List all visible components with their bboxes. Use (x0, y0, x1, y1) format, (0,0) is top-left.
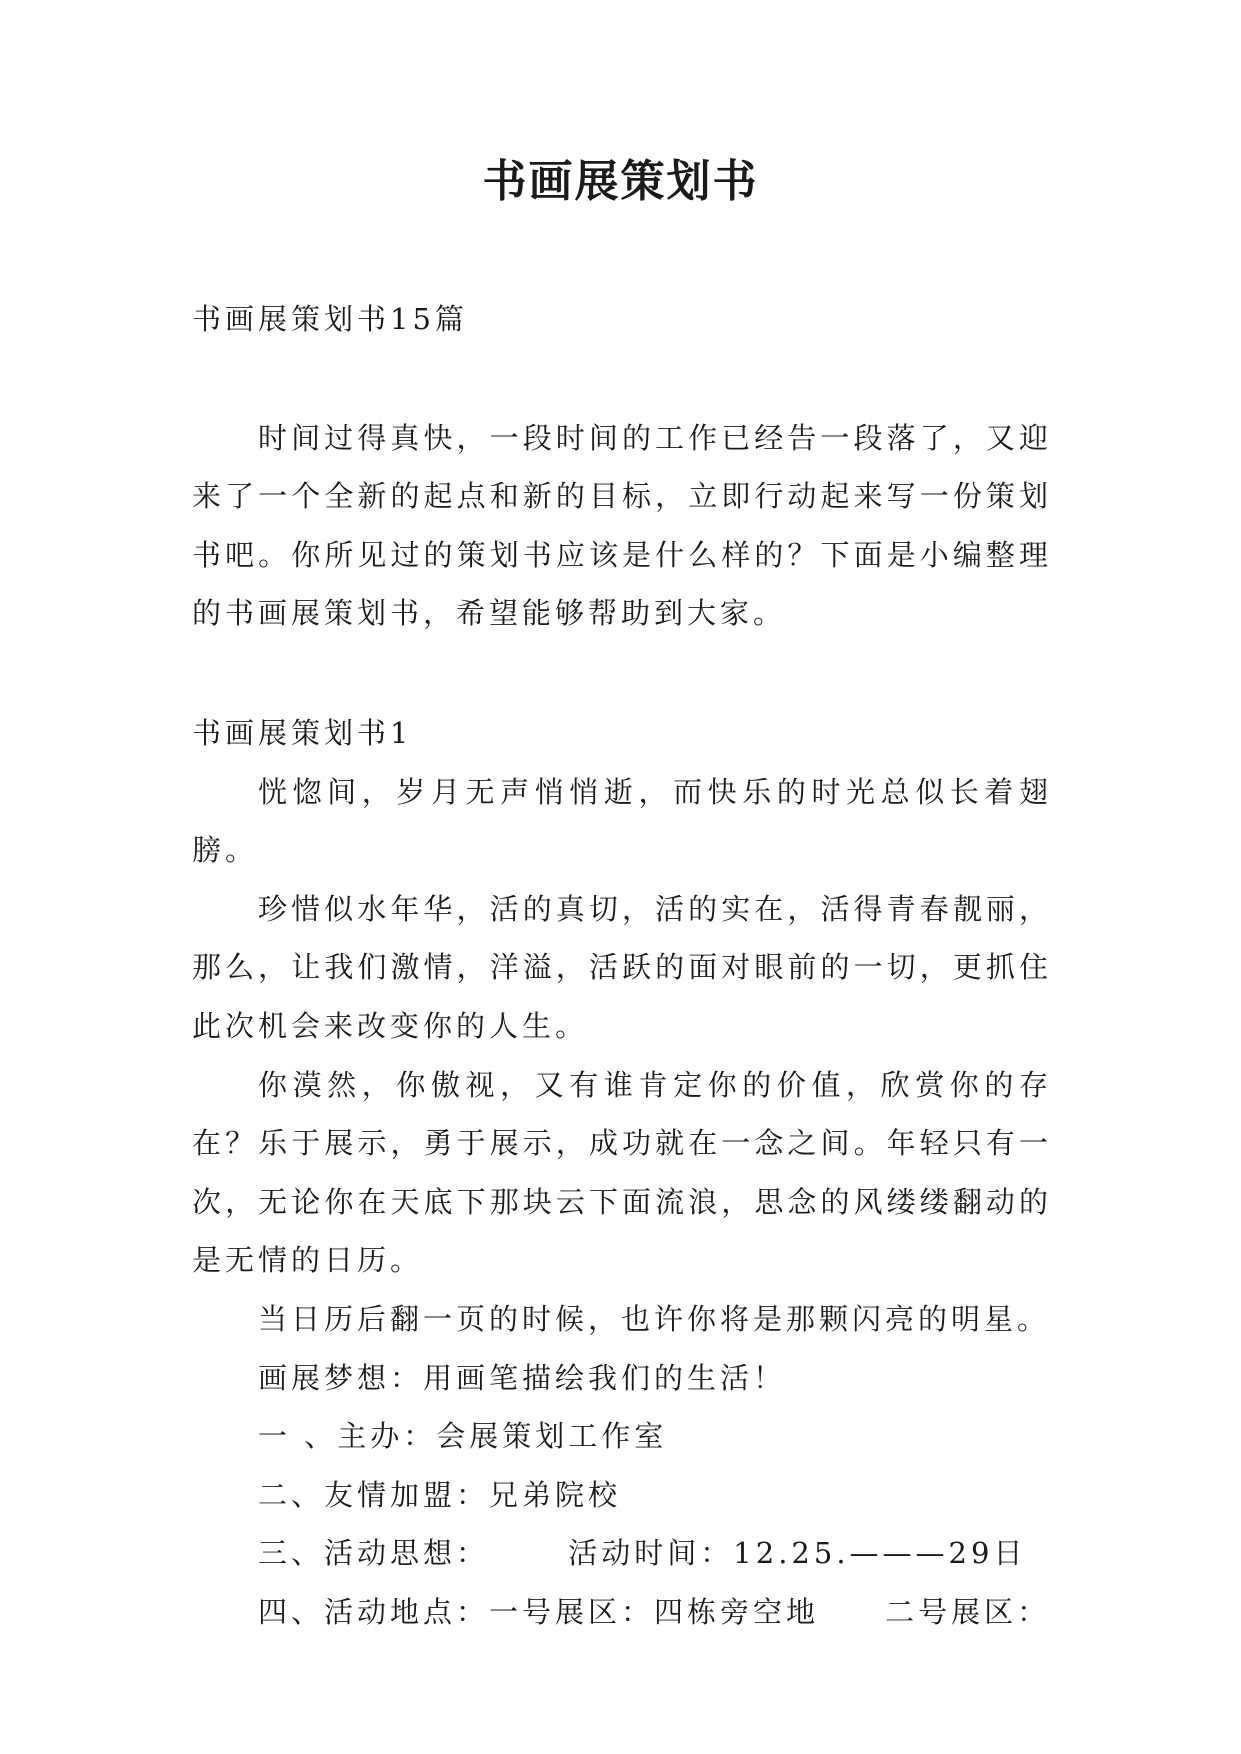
list-item-partners: 二、友情加盟：兄弟院校 (258, 1477, 622, 1512)
intro-paragraph: 时间过得真快，一段时间的工作已经告一段落了，又迎来了一个全新的起点和新的目标，立即行动起来写一份策划书吧。你所见过的策划书应该是什么样的？下面是小编整理的书画展策划书，希望能够帮助到大家。 (192, 420, 1052, 631)
document-title: 书画展策划书 (482, 156, 759, 207)
paragraph-5: 画展梦想：用画笔描绘我们的生活！ (258, 1360, 787, 1395)
paragraph-3: 你漠然，你傲视，又有谁肯定你的价值，欣赏你的存在？乐于展示，勇于展示，成功就在一念之间。年轻只有一次，无论你在天底下那块云下面流浪，思念的风缕缕翻动的是无情的日历。 (192, 1067, 1052, 1278)
section-heading: 书画展策划书1 (192, 715, 413, 750)
list-item-organizer: 一 、主办：会展策划工作室 (258, 1419, 668, 1454)
paragraph-1: 恍惚间，岁月无声悄悄逝，而快乐的时光总似长着翅膀。 (192, 774, 1052, 868)
spacer (192, 349, 1052, 409)
document-subtitle: 书画展策划书15篇 (192, 302, 468, 336)
list-item-activity-time: 三、活动思想： 活动时间：12.25.———29日 (258, 1536, 1027, 1571)
paragraph-2: 珍惜似水年华，活的真切，活的实在，活得青春靓丽，那么，让我们激情，洋溢，活跃的面对眼前的一切，更抓住此次机会来改变你的人生。 (192, 891, 1052, 1043)
document-body (192, 290, 1052, 1641)
list-item-location: 四、活动地点：一号展区：四栋旁空地 二号展区： (258, 1594, 1051, 1629)
paragraph-4: 当日历后翻一页的时候，也许你将是那颗闪亮的明星。 (258, 1301, 1051, 1336)
spacer (192, 643, 1052, 704)
